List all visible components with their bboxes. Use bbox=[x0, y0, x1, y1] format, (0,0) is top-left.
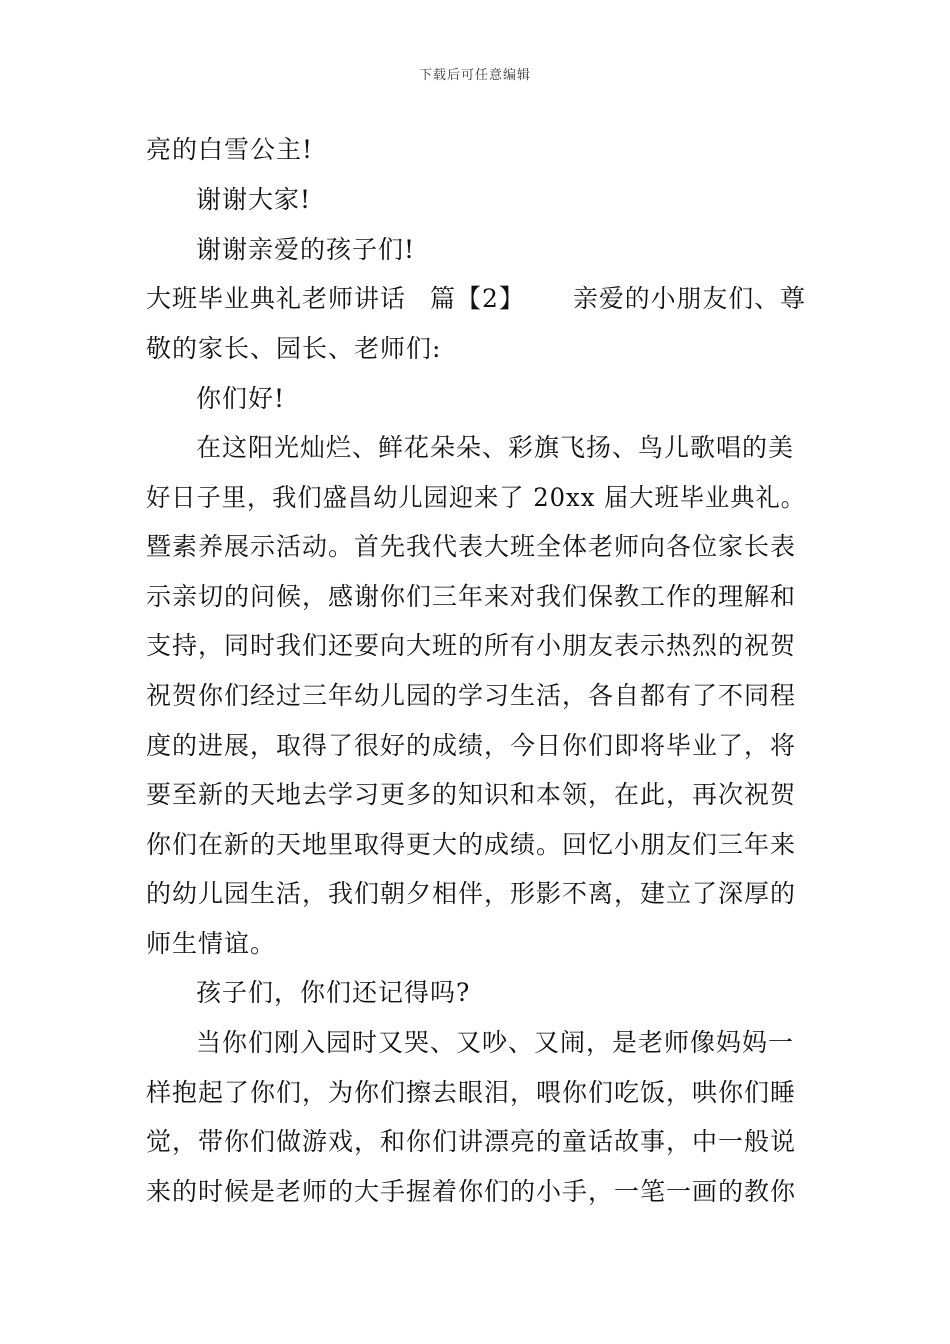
text-line: 支持，同时我们还要向大班的所有小朋友表示热烈的祝贺 bbox=[146, 631, 797, 660]
text-line: 亮的白雪公主! bbox=[146, 135, 314, 164]
text-line: 的幼儿园生活，我们朝夕相伴，形影不离，建立了深厚的 bbox=[146, 879, 797, 908]
heading-section-number: 篇【2】 bbox=[430, 284, 525, 313]
text-line: 示亲切的问候，感谢你们三年来对我们保教工作的理解和 bbox=[146, 582, 797, 611]
text-line: 当你们刚入园时又哭、又吵、又闹，是老师像妈妈一 bbox=[196, 1028, 795, 1057]
text-line: 要至新的天地去学习更多的知识和本领，在此，再次祝贺 bbox=[146, 780, 797, 809]
text-line: 度的进展，取得了很好的成绩，今日你们即将毕业了，将 bbox=[146, 731, 797, 760]
text-line: 孩子们，你们还记得吗? bbox=[196, 978, 471, 1007]
text-line: 祝贺你们经过三年幼儿园的学习生活，各自都有了不同程 bbox=[146, 681, 797, 710]
heading-title: 大班毕业典礼老师讲话 bbox=[146, 284, 407, 313]
page-header-note: 下载后可任意编辑 bbox=[418, 68, 531, 83]
text-line: 你们在新的天地里取得更大的成绩。回忆小朋友们三年来 bbox=[146, 830, 797, 859]
heading-salutation: 亲爱的小朋友们、尊 bbox=[573, 284, 807, 313]
text-line: 暨素养展示活动。首先我代表大班全体老师向各位家长表 bbox=[146, 532, 797, 561]
text-line: 你们好! bbox=[196, 384, 286, 413]
text-line: 谢谢大家! bbox=[196, 185, 312, 214]
text-line: 在这阳光灿烂、鲜花朵朵、彩旗飞扬、鸟儿歌唱的美 bbox=[196, 433, 795, 462]
text-line: 样抱起了你们，为你们擦去眼泪，喂你们吃饭，哄你们睡 bbox=[146, 1078, 797, 1107]
text-line: 谢谢亲爱的孩子们! bbox=[196, 235, 416, 264]
text-line: 敬的家长、园长、老师们: bbox=[146, 334, 442, 363]
text-line: 觉，带你们做游戏，和你们讲漂亮的童话故事，中一般说 bbox=[146, 1127, 797, 1156]
text-line: 好日子里，我们盛昌幼儿园迎来了 20xx 届大班毕业典礼。 bbox=[146, 483, 806, 512]
text-line: 来的时候是老师的大手握着你们的小手，一笔一画的教你 bbox=[146, 1177, 797, 1206]
text-line: 师生情谊。 bbox=[146, 929, 277, 958]
